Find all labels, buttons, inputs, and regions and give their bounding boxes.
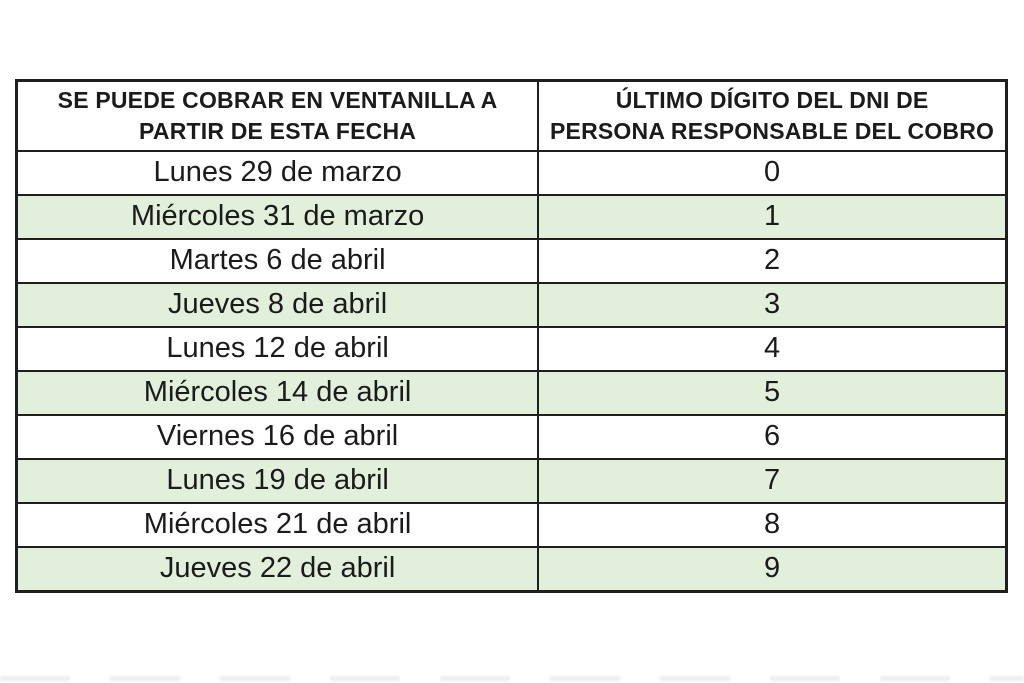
cell-fecha: Lunes 19 de abril <box>18 460 537 502</box>
table-row <box>18 458 1005 502</box>
table-row <box>18 150 1005 194</box>
header-digito-line1: ÚLTIMO DÍGITO DEL DNI DE <box>615 87 929 113</box>
table-row <box>18 238 1005 282</box>
cell-digito: 2 <box>537 240 1005 282</box>
cell-digito: 4 <box>537 328 1005 370</box>
cell-digito: 7 <box>537 460 1005 502</box>
table-row <box>18 282 1005 326</box>
cell-fecha: Jueves 22 de abril <box>18 548 537 590</box>
header-cell-fecha <box>18 82 537 150</box>
table-row <box>18 414 1005 458</box>
cell-digito: 8 <box>537 504 1005 546</box>
header-fecha-line2: PARTIR DE ESTA FECHA <box>139 118 417 144</box>
cell-fecha: Martes 6 de abril <box>169 243 386 276</box>
table-row <box>18 326 1005 370</box>
payment-schedule-table <box>15 79 1008 593</box>
table-row <box>18 546 1005 590</box>
cell-digito: 3 <box>537 284 1005 326</box>
table-row <box>18 502 1005 546</box>
cell-fecha: Miércoles 14 de abril <box>18 372 537 414</box>
cell-fecha: Lunes 29 de marzo <box>153 155 402 188</box>
cell-fecha: Jueves 8 de abril <box>18 284 537 326</box>
cell-digito: 5 <box>537 372 1005 414</box>
cell-fecha: Miércoles 31 de marzo <box>18 196 537 238</box>
cell-fecha: Lunes 12 de abril <box>166 331 389 364</box>
table-row <box>18 370 1005 414</box>
header-fecha-line1: SE PUEDE COBRAR EN VENTANILLA A <box>57 87 498 113</box>
header-cell-digito <box>537 82 1005 150</box>
cell-digito: 9 <box>537 548 1005 590</box>
table-row <box>18 194 1005 238</box>
cropped-text-remnant <box>0 676 1024 681</box>
table-header-row <box>18 82 1005 150</box>
cell-fecha: Miércoles 21 de abril <box>143 507 412 540</box>
cell-fecha: Viernes 16 de abril <box>156 419 399 452</box>
cell-digito: 6 <box>537 416 1005 458</box>
header-digito-line2: PERSONA RESPONSABLE DEL COBRO <box>550 118 995 144</box>
cell-digito: 0 <box>537 152 1005 194</box>
cell-digito: 1 <box>537 196 1005 238</box>
